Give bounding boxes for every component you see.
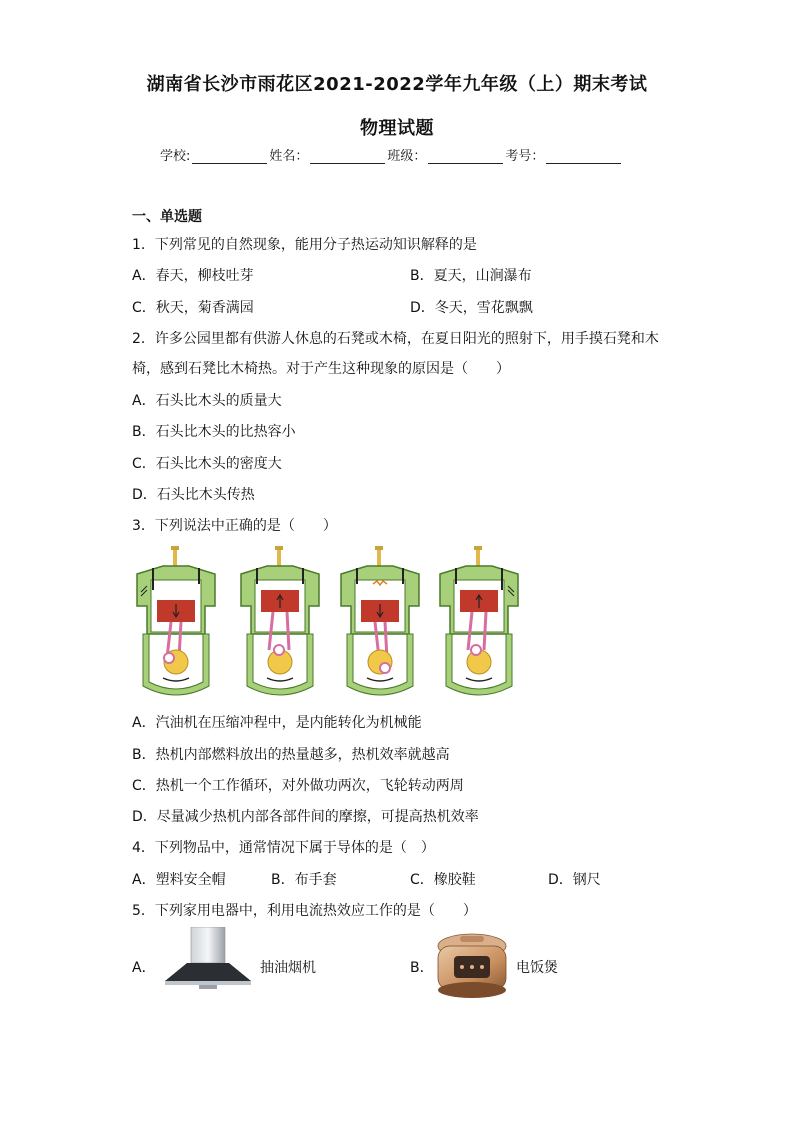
q2-option-d[interactable]: D．石头比木头传热	[132, 487, 255, 503]
range-hood-image	[163, 927, 253, 993]
q2-option-c[interactable]: C．石头比木头的密度大	[132, 456, 282, 472]
q4-option-c[interactable]: C．橡胶鞋	[410, 872, 476, 888]
student-info-row	[160, 145, 623, 164]
class-label: 班级：	[387, 149, 427, 164]
exam-title: 湖南省长沙市雨花区2021-2022学年九年级（上）期末考试	[146, 74, 648, 95]
rice-cooker-image	[432, 930, 512, 1000]
q2-option-b[interactable]: B．石头比木头的比热容小	[132, 424, 296, 440]
engine-diagram-1	[133, 546, 219, 696]
q2-option-a[interactable]: A．石头比木头的质量大	[132, 393, 282, 409]
q3-option-b[interactable]: B．热机内部燃料放出的热量越多，热机效率就越高	[132, 747, 450, 763]
engine-diagram-4	[436, 546, 522, 696]
q1-stem: 1．下列常见的自然现象，能用分子热运动知识解释的是	[132, 237, 477, 253]
id-blank[interactable]	[546, 149, 621, 164]
school-label: 学校:	[160, 149, 191, 164]
section-heading: 一、单选题	[132, 209, 202, 225]
q2-stem-line2: 椅，感到石凳比木椅热。对于产生这种现象的原因是（ ）	[132, 361, 510, 377]
q1-option-b[interactable]: B．夏天，山涧瀑布	[410, 268, 532, 284]
q4-option-a[interactable]: A．塑料安全帽	[132, 872, 226, 888]
q4-option-d[interactable]: D．钢尺	[548, 872, 601, 888]
q1-option-a[interactable]: A．春天，柳枝吐芽	[132, 268, 254, 284]
q3-option-a[interactable]: A．汽油机在压缩冲程中，是内能转化为机械能	[132, 715, 422, 731]
q5-option-b-letter[interactable]: B．	[410, 960, 434, 976]
engine-strokes-figure	[133, 546, 533, 696]
q1-option-d[interactable]: D．冬天，雪花飘飘	[410, 300, 533, 316]
exam-subtitle: 物理试题	[360, 118, 434, 139]
q1-option-c[interactable]: C．秋天，菊香满园	[132, 300, 254, 316]
q4-stem: 4．下列物品中，通常情况下属于导体的是（ ）	[132, 840, 435, 856]
engine-diagram-2	[237, 546, 323, 696]
q5-option-a-label[interactable]: 抽油烟机	[260, 960, 316, 976]
id-label: 考号：	[505, 149, 545, 164]
q5-option-b-label[interactable]: 电饭煲	[516, 960, 558, 976]
q2-stem-line1: 2．许多公园里都有供游人休息的石凳或木椅，在夏日阳光的照射下，用手摸石凳和木	[132, 331, 659, 347]
q5-option-a-letter[interactable]: A．	[132, 960, 156, 976]
q4-option-b[interactable]: B．布手套	[271, 872, 337, 888]
q3-option-d[interactable]: D．尽量减少热机内部各部件间的摩擦，可提高热机效率	[132, 809, 479, 825]
q5-stem: 5．下列家用电器中，利用电流热效应工作的是（ ）	[132, 903, 477, 919]
name-blank[interactable]	[310, 149, 385, 164]
q3-option-c[interactable]: C．热机一个工作循环，对外做功两次，飞轮转动两周	[132, 778, 464, 794]
q3-stem: 3．下列说法中正确的是（ ）	[132, 518, 337, 534]
school-blank[interactable]	[192, 149, 267, 164]
class-blank[interactable]	[428, 149, 503, 164]
engine-diagram-3	[337, 546, 423, 696]
name-label: 姓名：	[269, 149, 309, 164]
